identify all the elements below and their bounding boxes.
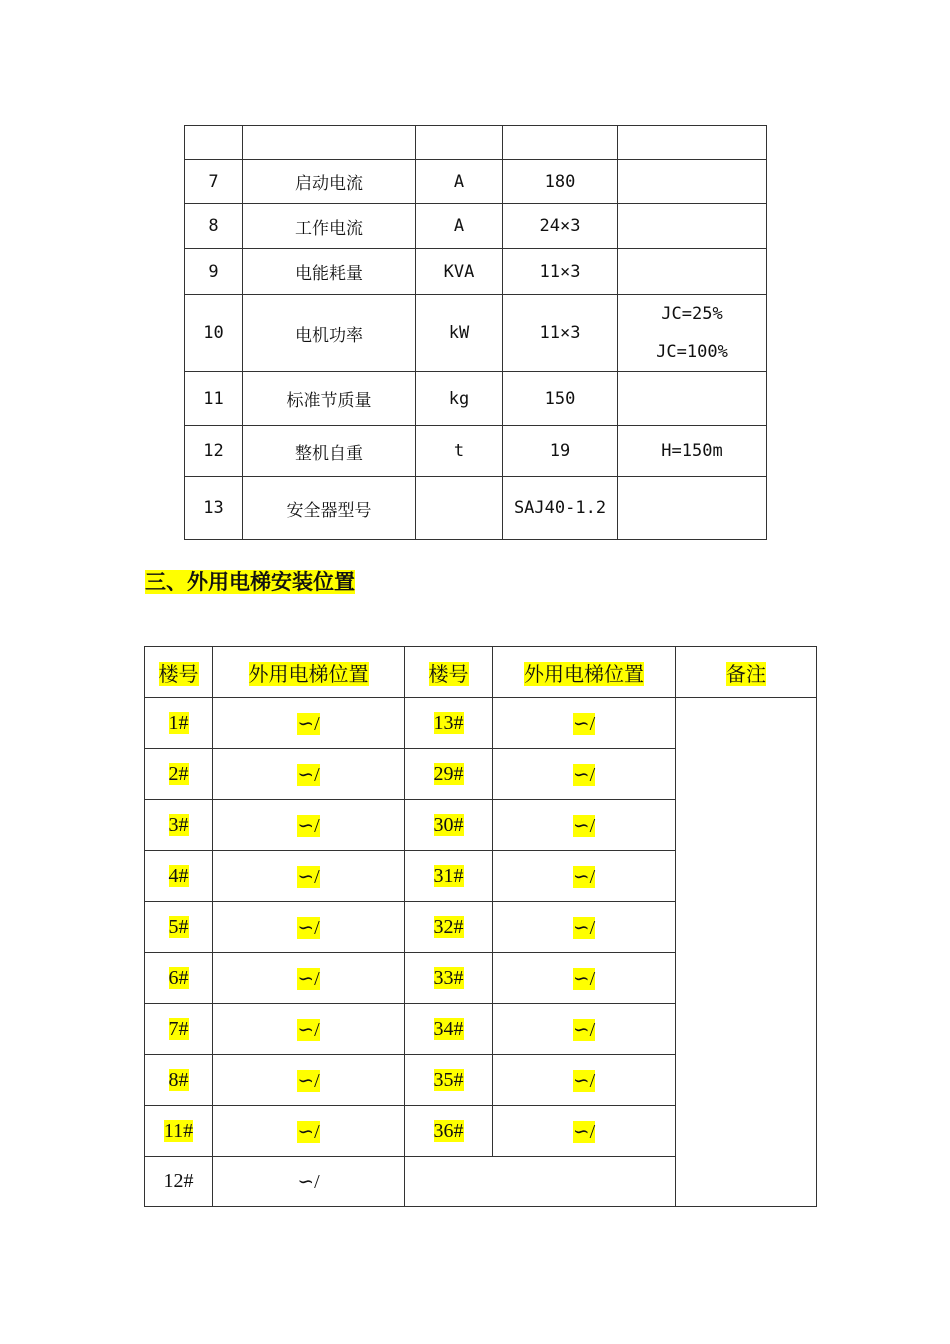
building-no: 12# — [145, 1157, 213, 1207]
elevator-position: ∽/ — [493, 953, 676, 1004]
elevator-position: ∽/ — [493, 1004, 676, 1055]
spec-no: 7 — [185, 160, 243, 204]
building-no: 36# — [405, 1106, 493, 1157]
elevator-position: ∽/ — [493, 698, 676, 749]
building-no: 29# — [405, 749, 493, 800]
building-no: 3# — [145, 800, 213, 851]
building-no: 31# — [405, 851, 493, 902]
spec-no: 12 — [185, 426, 243, 477]
spec-value: SAJ40-1.2 — [503, 477, 618, 540]
spec-name: 启动电流 — [243, 160, 416, 204]
building-no: 34# — [405, 1004, 493, 1055]
spec-no: 8 — [185, 204, 243, 249]
spec-note: H=150m — [618, 426, 767, 477]
spec-no: 9 — [185, 249, 243, 295]
spec-note — [618, 160, 767, 204]
elevator-position: ∽/ — [493, 1106, 676, 1157]
spec-unit: A — [416, 160, 503, 204]
table-row — [185, 295, 767, 372]
building-no: 32# — [405, 902, 493, 953]
spec-note-line: JC=100% — [656, 342, 728, 362]
spec-name: 电能耗量 — [243, 249, 416, 295]
building-no: 11# — [145, 1106, 213, 1157]
spec-value: 24×3 — [503, 204, 618, 249]
section-heading — [145, 568, 355, 596]
elevator-position: ∽/ — [493, 800, 676, 851]
table-row — [185, 204, 767, 249]
spec-note — [618, 372, 767, 426]
spec-note — [618, 477, 767, 540]
spec-value: 11×3 — [503, 249, 618, 295]
spec-name: 工作电流 — [243, 204, 416, 249]
empty-cell — [405, 1157, 676, 1207]
spec-value: 11×3 — [503, 295, 618, 372]
elevator-position: ∽/ — [213, 800, 405, 851]
spec-unit — [416, 126, 503, 160]
table-row — [185, 249, 767, 295]
header-building-no-2: 楼号 — [405, 647, 493, 698]
header-elevator-position-2: 外用电梯位置 — [493, 647, 676, 698]
spec-unit: t — [416, 426, 503, 477]
elevator-position: ∽/ — [213, 749, 405, 800]
spec-note-line: JC=25% — [661, 304, 723, 324]
elevator-position: ∽/ — [213, 953, 405, 1004]
header-building-no: 楼号 — [145, 647, 213, 698]
elevator-position: ∽/ — [493, 902, 676, 953]
remarks-cell — [676, 698, 817, 1207]
spec-value — [503, 126, 618, 160]
table-header-row — [145, 647, 817, 698]
header-remarks: 备注 — [676, 647, 817, 698]
table-row — [185, 160, 767, 204]
building-no: 5# — [145, 902, 213, 953]
table-row — [185, 126, 767, 160]
spec-name: 电机功率 — [243, 295, 416, 372]
building-no: 35# — [405, 1055, 493, 1106]
spec-unit: A — [416, 204, 503, 249]
spec-unit: kW — [416, 295, 503, 372]
elevator-position: ∽/ — [213, 1004, 405, 1055]
elevator-position: ∽/ — [213, 902, 405, 953]
building-no: 13# — [405, 698, 493, 749]
elevator-position: ∽/ — [213, 1055, 405, 1106]
spec-no: 10 — [185, 295, 243, 372]
spec-note — [618, 126, 767, 160]
spec-name: 整机自重 — [243, 426, 416, 477]
section-heading-text: 三、外用电梯安装位置 — [145, 570, 355, 594]
building-no: 1# — [145, 698, 213, 749]
spec-unit — [416, 477, 503, 540]
elevator-spec-table — [184, 125, 767, 540]
building-no: 33# — [405, 953, 493, 1004]
elevator-position: ∽/ — [213, 851, 405, 902]
building-no: 2# — [145, 749, 213, 800]
spec-no: 11 — [185, 372, 243, 426]
header-elevator-position: 外用电梯位置 — [213, 647, 405, 698]
spec-value: 180 — [503, 160, 618, 204]
spec-name — [243, 126, 416, 160]
spec-note — [618, 204, 767, 249]
building-no: 4# — [145, 851, 213, 902]
elevator-position: ∽/ — [213, 1106, 405, 1157]
elevator-position: ∽/ — [493, 851, 676, 902]
building-no: 30# — [405, 800, 493, 851]
elevator-position: ∽/ — [213, 698, 405, 749]
building-no: 6# — [145, 953, 213, 1004]
spec-no — [185, 126, 243, 160]
spec-name: 安全器型号 — [243, 477, 416, 540]
spec-name: 标准节质量 — [243, 372, 416, 426]
elevator-location-table — [144, 646, 817, 1207]
spec-no: 13 — [185, 477, 243, 540]
table-row — [185, 372, 767, 426]
spec-note — [618, 295, 767, 372]
elevator-position: ∽/ — [493, 749, 676, 800]
building-no: 7# — [145, 1004, 213, 1055]
table-row — [185, 426, 767, 477]
spec-value: 150 — [503, 372, 618, 426]
table-row — [145, 698, 817, 749]
spec-note — [618, 249, 767, 295]
spec-unit: kg — [416, 372, 503, 426]
spec-unit: KVA — [416, 249, 503, 295]
table-row — [185, 477, 767, 540]
building-no: 8# — [145, 1055, 213, 1106]
elevator-position: ∽/ — [213, 1157, 405, 1207]
spec-value: 19 — [503, 426, 618, 477]
elevator-position: ∽/ — [493, 1055, 676, 1106]
